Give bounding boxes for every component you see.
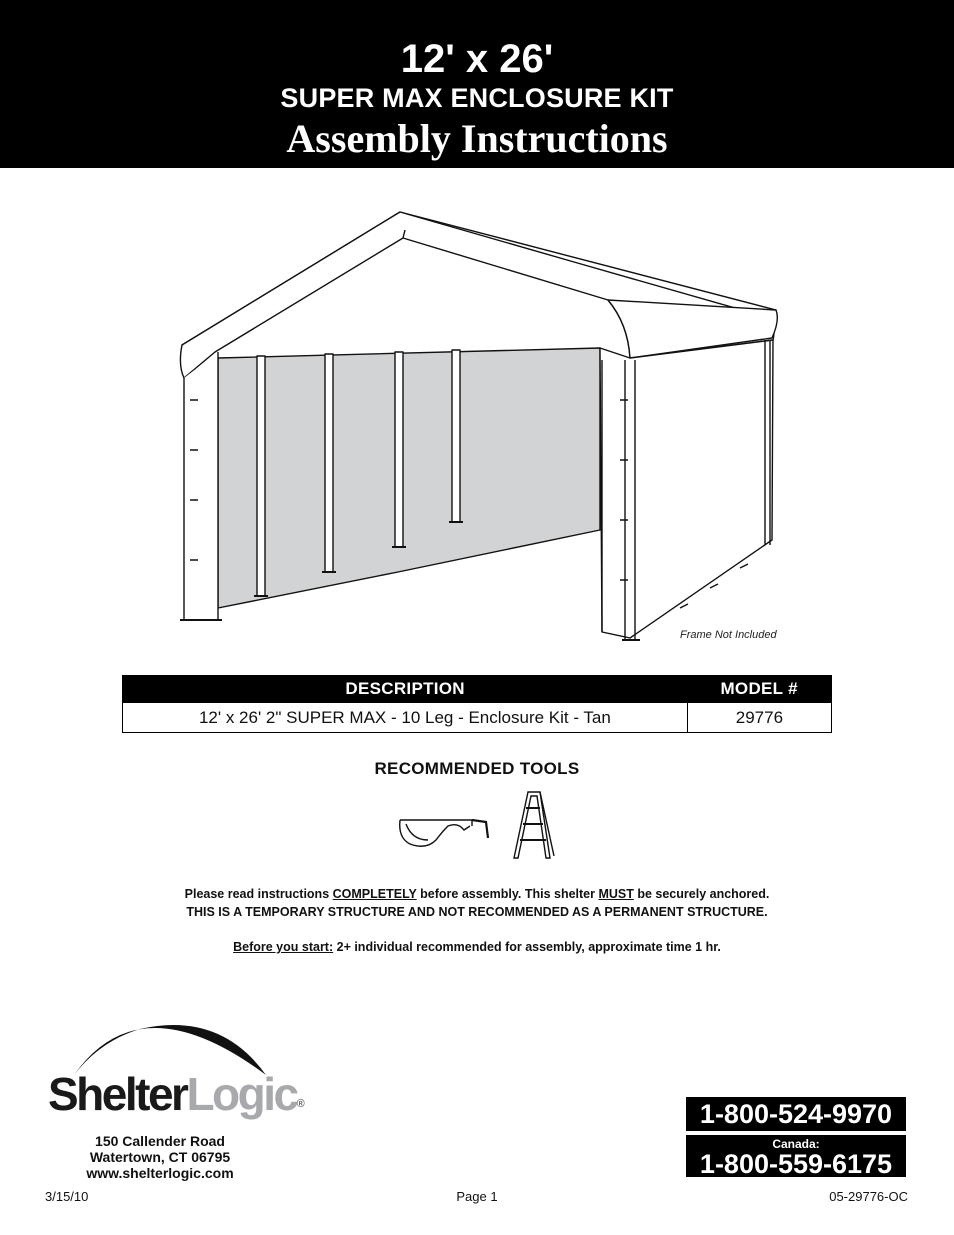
phone-canada-box — [686, 1135, 906, 1177]
footer-date: 3/15/10 — [45, 1189, 89, 1204]
logo-word-logic: Logic — [186, 1068, 297, 1120]
frame-note: Frame Not Included — [680, 629, 777, 641]
product-table — [122, 675, 832, 733]
tools-title: RECOMMENDED TOOLS — [374, 759, 580, 778]
step-ladder-icon — [510, 788, 556, 862]
notice-emphasis: MUST — [598, 887, 634, 901]
notice-text: be securely anchored. — [633, 887, 770, 901]
registered-mark: ® — [296, 1098, 305, 1110]
brand-logo — [48, 1066, 305, 1122]
kit-name: SUPER MAX ENCLOSURE KIT — [280, 83, 674, 113]
safety-glasses-icon — [392, 800, 492, 860]
canada-label: Canada: — [772, 1137, 820, 1151]
company-website: www.shelterlogic.com — [86, 1165, 234, 1181]
company-address — [60, 1133, 260, 1181]
logo-word-shelter: Shelter — [48, 1068, 187, 1120]
notice-text: before assembly. This shelter — [416, 887, 599, 901]
right-side-wall — [600, 340, 773, 638]
notice-before-start — [0, 938, 954, 956]
table-header-row — [123, 676, 832, 703]
notice-text: 2+ individual recommended for assembly, approximate time 1 hr. — [333, 940, 721, 954]
shelter-illustration — [170, 200, 810, 660]
address-city: Watertown, CT 06795 — [89, 1149, 231, 1165]
notice-temporary-structure: THIS IS A TEMPORARY STRUCTURE AND NOT RECOMMENDED AS A PERMANENT STRUCTURE. — [186, 905, 768, 919]
notice-emphasis: COMPLETELY — [332, 887, 417, 901]
page-title: Assembly Instructions — [286, 116, 668, 161]
product-model: 29776 — [687, 703, 831, 733]
table-row — [123, 703, 832, 733]
column-header-description: DESCRIPTION — [123, 676, 688, 703]
column-header-model: MODEL # — [687, 676, 831, 703]
back-wall-panel — [218, 348, 600, 608]
footer-document-code: 05-29776-OC — [829, 1189, 908, 1204]
left-front-leg — [184, 352, 218, 620]
phone-us: 1-800-524-9970 — [686, 1097, 906, 1131]
product-size: 12' x 26' — [400, 37, 554, 81]
product-description: 12' x 26' 2" SUPER MAX - 10 Leg - Enclosure Kit - Tan — [123, 703, 688, 733]
notice-emphasis: Before you start: — [233, 940, 334, 954]
phone-canada: 1-800-559-6175 — [699, 1149, 893, 1179]
footer-page-number: Page 1 — [456, 1189, 498, 1204]
address-street: 150 Callender Road — [95, 1133, 225, 1149]
notice-read-instructions — [0, 885, 954, 903]
page-header — [0, 0, 954, 168]
notice-text: Please read instructions — [184, 887, 333, 901]
